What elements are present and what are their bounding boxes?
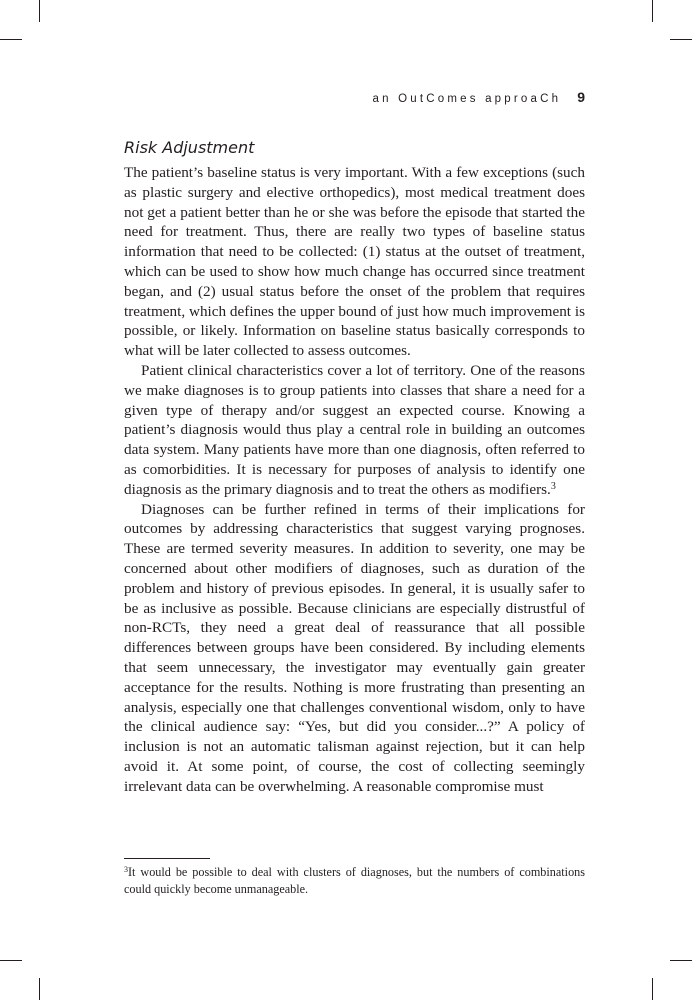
running-head: [124, 89, 585, 105]
paragraph-2-text: Patient clinical characteristics cover a lot of territory. One of the reasons we make diagnoses is to group patients into classes that share a need for a given type of therapy and/or suggest an expected course. Knowing a patient’s diagnosis would thus play a central role in building an outcomes data system. Many patients have more than one diagnosis, often referred to as comorbidities. It is necessary for purposes of analysis to identify one diagnosis as the primary diagnosis and to treat the others as modifiers.: [124, 361, 585, 498]
crop-mark: [670, 39, 692, 40]
crop-mark: [670, 960, 692, 961]
body-text: [124, 163, 585, 797]
running-head-title: an OutComes approaCh: [372, 93, 562, 105]
footnote: [124, 864, 585, 897]
paragraph-2: [124, 361, 585, 500]
crop-mark: [652, 0, 653, 22]
crop-mark: [39, 0, 40, 22]
crop-mark: [39, 978, 40, 1000]
footnote-rule: [124, 858, 210, 859]
page-number: 9: [577, 89, 585, 105]
section-heading: Risk Adjustment: [124, 138, 255, 157]
paragraph-1: The patient’s baseline status is very important. With a few exceptions (such as plastic surgery and elective orthopedics), most medical treatment does not get a patient better than he or she was before the episode that started the need for treatment. Thus, there are really two types of baseline status information that need to be collected: (1) status at the outset of treatment, which can be used to show how much change has occurred since treatment began, and (2) usual status before the onset of the problem that requires treatment, which defines the upper bound of just how much improvement is possible, or likely. Information on baseline status basically corresponds to what will be later collected to assess outcomes.: [124, 164, 585, 360]
crop-mark: [0, 960, 22, 961]
footnote-reference: 3: [550, 480, 556, 492]
crop-mark: [0, 39, 22, 40]
footnote-marker: 3: [124, 865, 128, 874]
paragraph-3: Diagnoses can be further refined in terms of their implications for outcomes by addressing characteristics that suggest varying prognoses. These are termed severity measures. In addition to severity, one may be concerned about other modifiers of diagnoses, such as duration of the problem and history of previous episodes. In general, it is usually safer to be as inclusive as possible. Because clinicians are especially distrustful of non-RCTs, they need a great deal of reassurance that all possible differences between groups have been considered. By including elements that seem unnecessary, the investigator may eventually gain greater acceptance for the results. Nothing is more frustrating than presenting an analysis, especially one that challenges conventional wisdom, only to have the clinical audience say: “Yes, but did you consider...?” A policy of inclusion is not an automatic talisman against rejection, but it can help avoid it. At some point, of course, the cost of collecting seemingly irrelevant data can be overwhelming. A reasonable compromise must: [124, 500, 585, 795]
footnote-text: It would be possible to deal with clusters of diagnoses, but the numbers of combinations could quickly become unmanageable.: [124, 865, 585, 896]
crop-mark: [652, 978, 653, 1000]
